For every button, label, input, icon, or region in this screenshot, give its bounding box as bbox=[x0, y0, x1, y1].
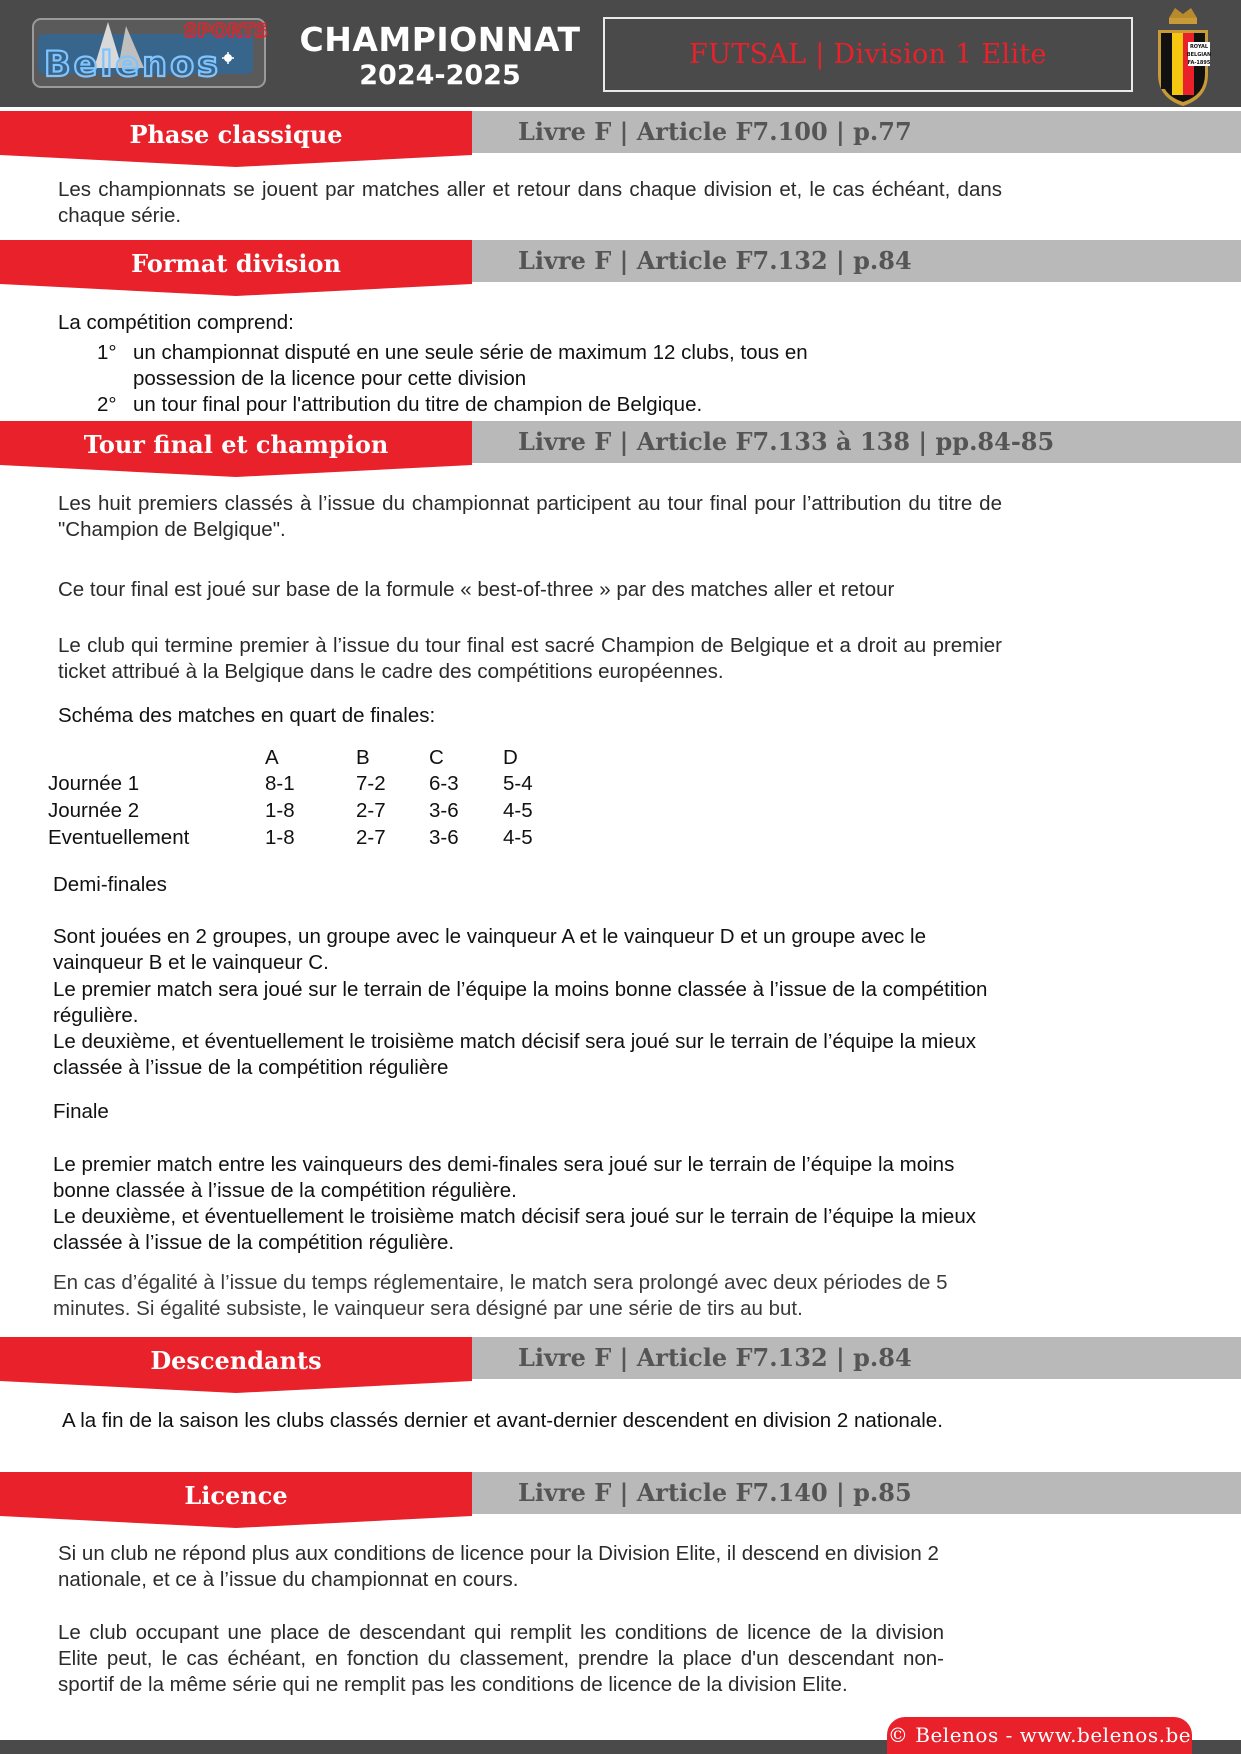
schema-cell: 3-6 bbox=[429, 799, 459, 822]
svg-text:BELGIAN: BELGIAN bbox=[1186, 52, 1211, 58]
svg-text:SPORTS: SPORTS bbox=[183, 20, 268, 42]
section-title: Phase classique bbox=[129, 120, 343, 149]
paragraph: Ce tour final est joué sur base de la formule « best-of-three » par des matches aller et retour bbox=[58, 578, 895, 601]
section-bar-licence bbox=[0, 1472, 1241, 1514]
schema-cell: 7-2 bbox=[356, 772, 386, 795]
schema-cell: 6-3 bbox=[429, 772, 459, 795]
section-reference: Livre F | Article F7.132 | p.84 bbox=[518, 246, 912, 275]
schema-cell: 3-6 bbox=[429, 826, 459, 849]
paragraph: A la fin de la saison les clubs classés dernier et avant-dernier descendent en division 2 nationale. bbox=[62, 1409, 943, 1432]
list-item: un tour final pour l'attribution du titre de champion de Belgique. bbox=[133, 393, 703, 416]
schema-cell: 4-5 bbox=[503, 826, 533, 849]
schema-row bbox=[48, 825, 608, 851]
paragraph: Le deuxième, et éventuellement le troisième match décisif sera joué sur le terrain de l’équipe la mieux classée à l’issue de la compétition régulière bbox=[53, 1030, 976, 1079]
list-item: un championnat disputé en une seule série de maximum 12 clubs, tous en possession de la licence pour cette division bbox=[133, 341, 808, 390]
schema-cell: 4-5 bbox=[503, 799, 533, 822]
section-bar-tour-final bbox=[0, 421, 1241, 463]
paragraph: Le premier match sera joué sur le terrain de l’équipe la moins bonne classée à l’issue de la compétition régulière. bbox=[53, 978, 988, 1027]
svg-text:FA-1895: FA-1895 bbox=[1187, 60, 1211, 66]
page-header bbox=[0, 0, 1241, 107]
paragraph: Sont jouées en 2 groupes, un groupe avec le vainqueur A et le vainqueur D et un groupe avec le vainqueur B et le vainqueur C. bbox=[53, 925, 927, 974]
list-intro: La compétition comprend: bbox=[58, 311, 294, 334]
section-title: Tour final et champion bbox=[83, 430, 389, 459]
rbfa-badge-icon bbox=[1155, 2, 1211, 110]
schema-header: A bbox=[265, 746, 279, 769]
section-reference: Livre F | Article F7.140 | p.85 bbox=[518, 1478, 912, 1507]
section-reference: Livre F | Article F7.100 | p.77 bbox=[518, 117, 912, 146]
paragraph: Si un club ne répond plus aux conditions de licence pour la Division Elite, il descend en division 2 nationale, et ce à l’issue du championnat en cours. bbox=[58, 1542, 939, 1591]
paragraph: Le premier match entre les vainqueurs des demi-finales sera joué sur le terrain de l’équipe la moins bonne classée à l’issue de la compétition régulière. bbox=[53, 1153, 955, 1202]
paragraph: Les huit premiers classés à l’issue du championnat participent au tour final pour l’attribution du titre de "Champion de Belgique". bbox=[58, 492, 1002, 541]
schema-cell: 2-7 bbox=[356, 799, 386, 822]
schema-cell: Eventuellement bbox=[48, 826, 190, 849]
list-number: 2° bbox=[97, 393, 117, 416]
section-title: Descendants bbox=[150, 1346, 322, 1375]
section-reference: Livre F | Article F7.132 | p.84 bbox=[518, 1343, 912, 1372]
paragraph: Le deuxième, et éventuellement le troisième match décisif sera joué sur le terrain de l’équipe la mieux classée à l’issue de la compétition régulière. bbox=[53, 1205, 976, 1254]
competition-label: FUTSAL | Division 1 Elite bbox=[689, 39, 1047, 70]
paragraph: En cas d’égalité à l’issue du temps réglementaire, le match sera prolongé avec deux périodes de 5 minutes. Si égalité subsiste, le vainqueur sera désigné par une série de tirs au but. bbox=[53, 1271, 948, 1320]
schema-cell: 8-1 bbox=[265, 772, 295, 795]
season: 2024-2025 bbox=[359, 60, 521, 91]
copyright-badge: © Belenos - www.belenos.be bbox=[887, 1717, 1192, 1754]
list-number: 1° bbox=[97, 341, 117, 364]
section-title: Format division bbox=[131, 249, 341, 278]
paragraph: Le club occupant une place de descendant qui remplit les conditions de licence de la division Elite peut, le cas échéant, en fonction du classement, prendre la place d'un descendant non-sportif de la même série qui ne remplit pas les conditions de licence de la division Elite. bbox=[58, 1621, 944, 1696]
section-bar-descendants bbox=[0, 1337, 1241, 1379]
section-title: Licence bbox=[184, 1481, 288, 1510]
schema-row bbox=[48, 771, 608, 797]
paragraph: Le club qui termine premier à l’issue du tour final est sacré Champion de Belgique et a droit au premier ticket attribué à la Belgique dans le cadre des compétitions européennes. bbox=[58, 634, 1002, 683]
schema-header: B bbox=[356, 746, 370, 769]
subheading-demi-finales: Demi-finales bbox=[53, 873, 167, 896]
svg-text:ROYAL: ROYAL bbox=[1189, 44, 1209, 50]
page-title: CHAMPIONNAT bbox=[299, 20, 581, 59]
schema-cell: 1-8 bbox=[265, 826, 295, 849]
schema-cell: Journée 1 bbox=[48, 772, 140, 795]
svg-text:Belenos: Belenos bbox=[44, 45, 221, 85]
schema-header: D bbox=[503, 746, 518, 769]
schema-row bbox=[48, 798, 608, 824]
schema-header: C bbox=[429, 746, 444, 769]
schema-title: Schéma des matches en quart de finales: bbox=[58, 704, 436, 727]
section-bar-format-division bbox=[0, 240, 1241, 282]
belenos-sports-logo bbox=[30, 16, 282, 90]
paragraph: Les championnats se jouent par matches aller et retour dans chaque division et, le cas échéant, dans chaque série. bbox=[58, 178, 1002, 227]
schema-cell: 2-7 bbox=[356, 826, 386, 849]
competition-box bbox=[603, 17, 1133, 92]
schema-header-row bbox=[48, 745, 608, 771]
subheading-finale: Finale bbox=[53, 1100, 109, 1123]
schema-cell: 5-4 bbox=[503, 772, 533, 795]
section-bar-phase-classique bbox=[0, 111, 1241, 153]
schema-cell: 1-8 bbox=[265, 799, 295, 822]
schema-cell: Journée 2 bbox=[48, 799, 140, 822]
section-reference: Livre F | Article F7.133 à 138 | pp.84-85 bbox=[518, 427, 1055, 456]
